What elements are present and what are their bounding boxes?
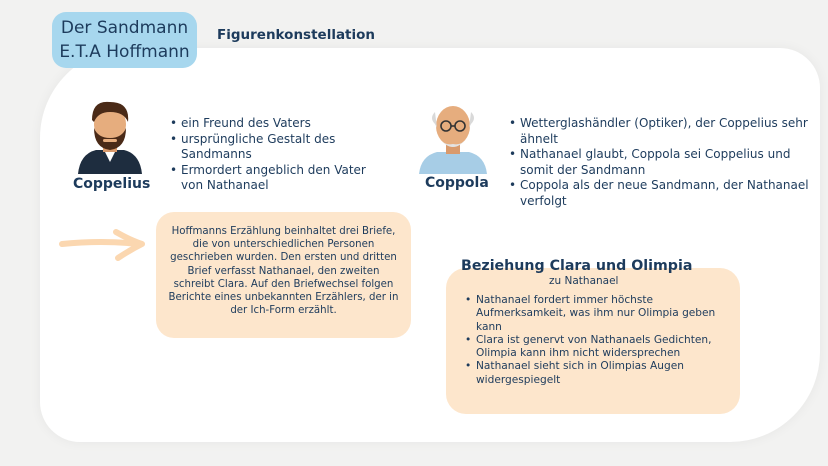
list-item: • ursprüngliche Gestalt des Sandmanns <box>181 132 386 163</box>
coppola-name: Coppola <box>425 175 489 191</box>
bearded-man-icon <box>72 98 148 174</box>
title-box <box>52 12 197 68</box>
relation-subtitle: zu Nathanael <box>549 275 619 287</box>
list-item: • Nathanael fordert immer höchste Aufmerksamkeit, was ihm nur Olimpia geben kann <box>474 294 732 334</box>
relation-list <box>474 294 732 387</box>
title-line-1: Der Sandmann <box>60 18 189 38</box>
coppola-bullets <box>508 116 820 209</box>
title-line-2: E.T.A Hoffmann <box>59 42 190 62</box>
page-subtitle: Figurenkonstellation <box>217 27 376 43</box>
list-item: • ein Freund des Vaters <box>181 116 386 132</box>
old-man-glasses-icon <box>415 98 491 174</box>
list-item: • Coppola als der neue Sandmann, der Nathanael verfolgt <box>520 178 820 209</box>
coppelius-name: Coppelius <box>73 176 151 192</box>
list-item: • Ermordert angeblich den Vater von Nathanael <box>181 163 386 194</box>
list-item: • Nathanael glaubt, Coppola sei Coppelius und somit der Sandmann <box>520 147 820 178</box>
arrow-right-icon <box>58 226 148 262</box>
letters-note-text: Hoffmanns Erzählung beinhaltet drei Briefe, die von unterschiedlichen Personen geschrieben wurden. Den ersten und dritten Brief verfasst Nathanael, den zweiten schreibt Clara. Auf den Briefwechsel folgen Berichte eines unbekannten Erzählers, der in der Ich-Form erzählt. <box>168 226 399 317</box>
coppelius-bullets <box>169 116 386 194</box>
relation-title: Beziehung Clara und Olimpia <box>461 258 693 274</box>
letters-note <box>156 212 411 338</box>
list-item: • Nathanael sieht sich in Olimpias Augen widergespiegelt <box>474 360 732 387</box>
list-item: • Clara ist genervt von Nathanaels Gedichten, Olimpia kann ihm nicht widersprechen <box>474 334 732 361</box>
list-item: • Wetterglashändler (Optiker), der Coppelius sehr ähnelt <box>520 116 820 147</box>
